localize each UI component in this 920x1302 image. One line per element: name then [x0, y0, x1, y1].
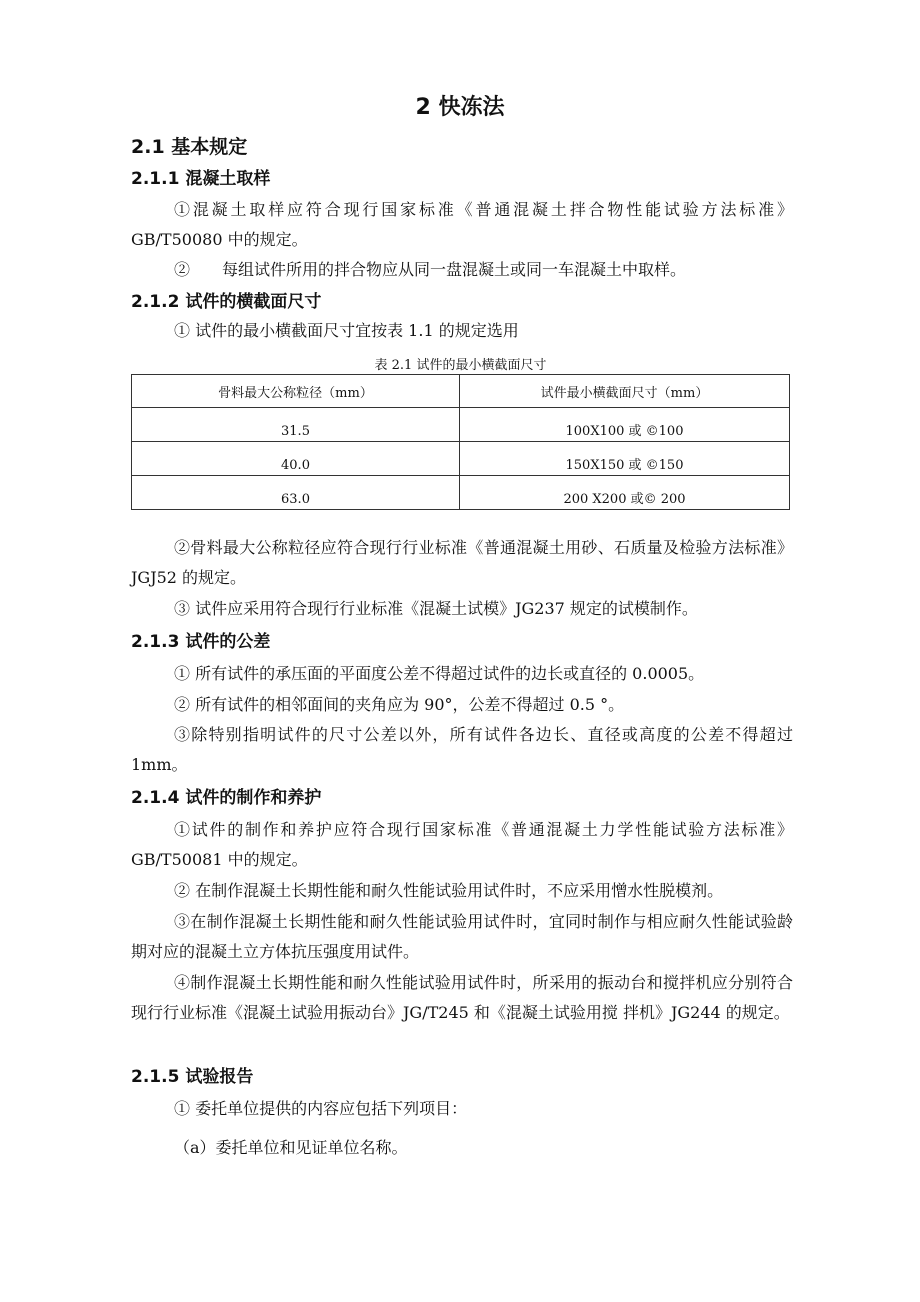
table-cell: 150X150 或 ©150: [460, 442, 790, 476]
table-row: [132, 442, 790, 476]
paragraph-2-1-3-3: ③除特别指明试件的尺寸公差以外，所有试件各边长、直径或高度的公差不得超过 1mm。: [131, 725, 793, 774]
table-header-row: [132, 375, 790, 408]
table-cell: 40.0: [132, 442, 460, 476]
table-cell: 200 X200 或© 200: [460, 476, 790, 510]
paragraph-2-1-3-1: ① 所有试件的承压面的平面度公差不得超过试件的边长或直径的 0.0005。: [174, 664, 705, 683]
table-header-cell: 骨料最大公称粒径（mm）: [132, 375, 460, 408]
subsection-heading-2-1-3: 2.1.3 试件的公差: [131, 632, 271, 652]
table-cell: 100X100 或 ©100: [460, 408, 790, 442]
subsection-heading-2-1-1: 2.1.1 混凝土取样: [131, 169, 271, 189]
paragraph-2-1-3-2: ② 所有试件的相邻面间的夹角应为 90°，公差不得超过 0.5 °。: [174, 695, 625, 714]
page-title: 2 快冻法: [415, 95, 505, 120]
paragraph-2-1-1-2: ② 每组试件所用的拌合物应从同一盘混凝土或同一车混凝土中取样。: [174, 260, 687, 279]
table-row: [132, 408, 790, 442]
table-caption: 表 2.1 试件的最小横截面尺寸: [374, 358, 547, 373]
paragraph-2-1-4-4: ④制作混凝土长期性能和耐久性能试验用试件时，所采用的振动台和搅拌机应分别符合现行行业标准《混凝土试验用振动台》JG/T245 和《混凝土试验用搅 拌机》JG244 的规定。: [131, 973, 793, 1022]
table-cell: 63.0: [132, 476, 460, 510]
subsection-heading-2-1-2: 2.1.2 试件的横截面尺寸: [131, 292, 322, 312]
subsection-heading-2-1-5: 2.1.5 试验报告: [131, 1067, 254, 1087]
cross-section-table: [131, 374, 790, 510]
paragraph-2-1-2-3: ③ 试件应采用符合现行行业标准《混凝土试模》JG237 规定的试模制作。: [174, 599, 698, 618]
table-header-cell: 试件最小横截面尺寸（mm）: [460, 375, 790, 408]
table-cell: 31.5: [132, 408, 460, 442]
section-heading-2-1: 2.1 基本规定: [131, 136, 248, 158]
paragraph-2-1-1-1: ①混凝土取样应符合现行国家标准《普通混凝土拌合物性能试验方法标准》GB/T50080 中的规定。: [131, 200, 793, 249]
subsection-heading-2-1-4: 2.1.4 试件的制作和养护: [131, 788, 322, 808]
paragraph-2-1-5-1: ① 委托单位提供的内容应包括下列项目：: [174, 1099, 468, 1118]
paragraph-2-1-2-1: ① 试件的最小横截面尺寸宜按表 1.1 的规定选用: [174, 321, 519, 340]
paragraph-2-1-4-2: ② 在制作混凝土长期性能和耐久性能试验用试件时，不应采用憎水性脱模剂。: [174, 881, 724, 900]
table-row: [132, 476, 790, 510]
paragraph-2-1-4-3: ③在制作混凝土长期性能和耐久性能试验用试件时，宜同时制作与相应耐久性能试验龄期对应的混凝土立方体抗压强度用试件。: [131, 912, 793, 961]
paragraph-2-1-2-2: ②骨料最大公称粒径应符合现行行业标准《普通混凝土用砂、石质量及检验方法标准》JGJ52 的规定。: [131, 538, 793, 587]
paragraph-2-1-5-2: （a）委托单位和见证单位名称。: [174, 1138, 408, 1157]
paragraph-2-1-4-1: ①试件的制作和养护应符合现行国家标准《普通混凝土力学性能试验方法标准》GB/T50081 中的规定。: [131, 820, 793, 869]
